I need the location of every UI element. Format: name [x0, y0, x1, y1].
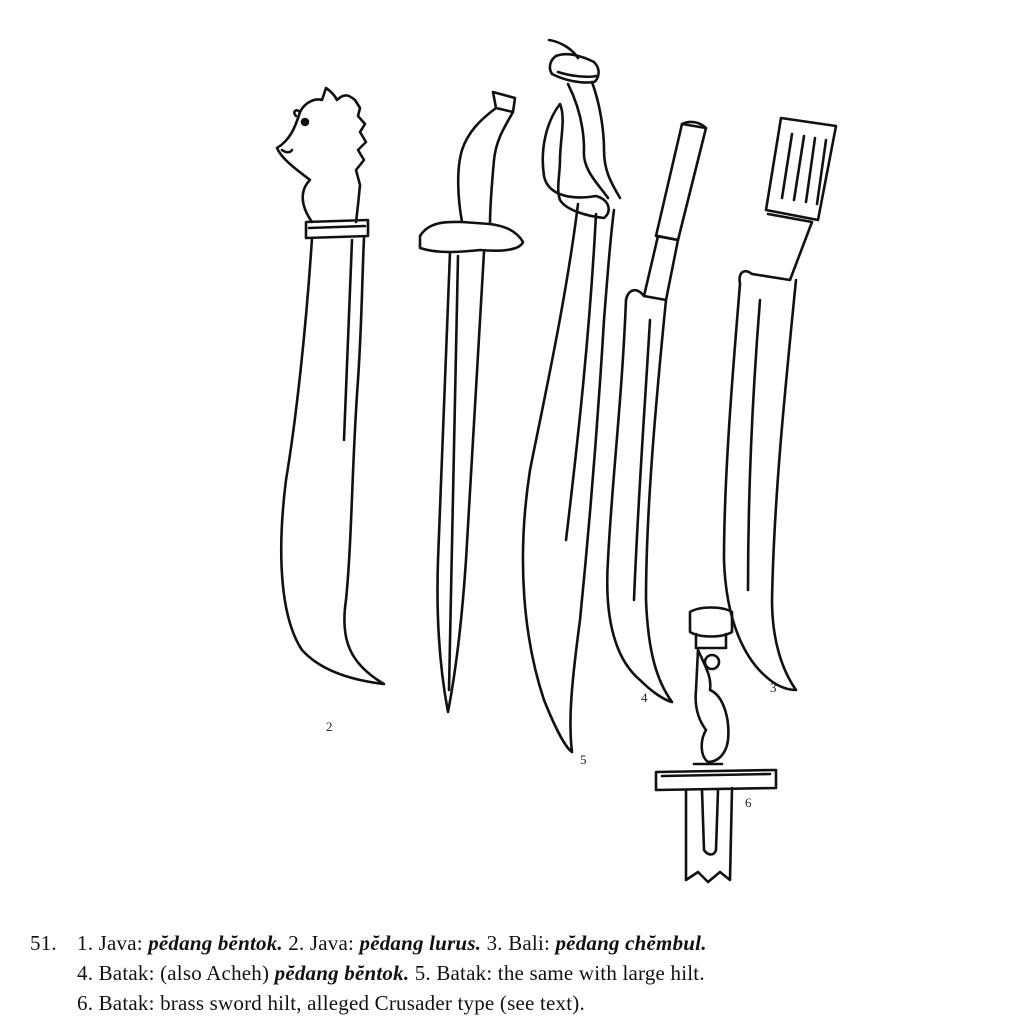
figure-number-4: 4	[641, 690, 648, 705]
figure-number-1: 2	[326, 719, 333, 734]
caption-segment: 5. Batak: the same with large hilt.	[409, 961, 705, 985]
brass-hilt-figure	[656, 608, 776, 883]
caption-segment: 1. Java:	[77, 931, 149, 955]
figure-number-3: 5	[580, 752, 587, 767]
caption-segment: 3. Bali:	[481, 931, 556, 955]
sword-twisted-hilt	[523, 40, 620, 752]
sword-grated-hilt	[724, 118, 836, 690]
caption-line-3	[77, 988, 585, 1018]
figure-number-5: 3	[770, 680, 777, 695]
sword-straight	[420, 92, 523, 712]
plate-number: 51.	[30, 931, 57, 955]
caption-segment: 4. Batak: (also Acheh)	[77, 961, 275, 985]
caption-term: pĕdang chĕmbul.	[555, 931, 707, 955]
caption-segment: 2. Java:	[282, 931, 360, 955]
caption-term: pĕdang lurus.	[359, 931, 482, 955]
caption-segment: 6. Batak: brass sword hilt, alleged Crusader type (see text).	[77, 991, 585, 1015]
figure-number-6: 6	[745, 795, 752, 810]
sword-animal-head	[277, 88, 384, 684]
caption-term: pĕdang bĕntok.	[274, 961, 410, 985]
caption-line-2	[77, 958, 705, 988]
caption-term: pĕdang bĕntok.	[148, 931, 283, 955]
caption-line-1	[77, 928, 707, 958]
